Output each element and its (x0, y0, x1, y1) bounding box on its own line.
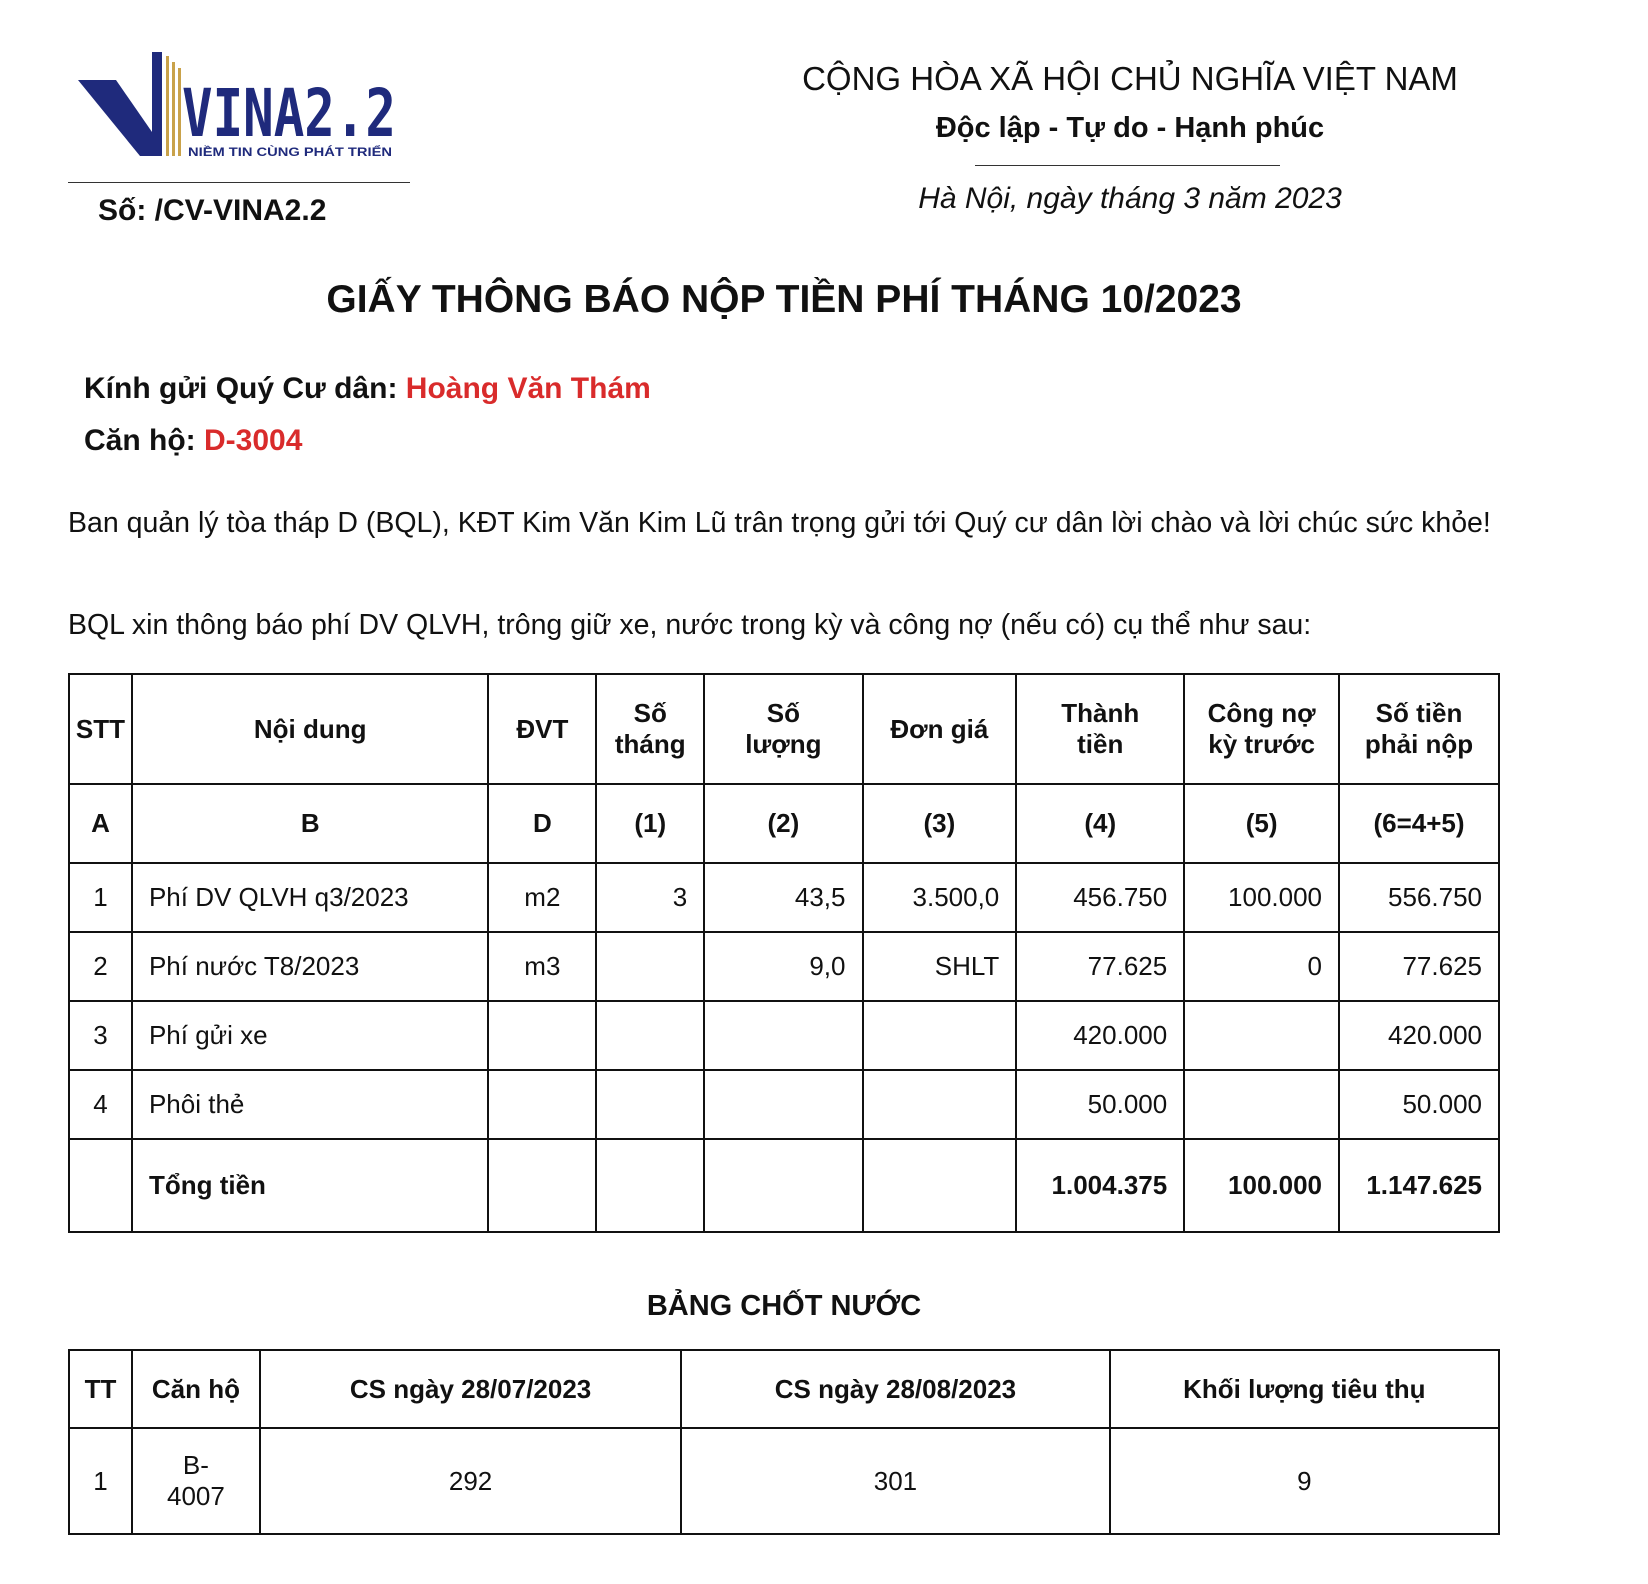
notice-paragraph: BQL xin thông báo phí DV QLVH, trông giữ xe, nước trong kỳ và công nợ (nếu có) cụ thể như sau: (68, 609, 1312, 641)
cell-unit: m3 (488, 932, 596, 1001)
header-cell: CS ngày 28/08/2023 (681, 1350, 1109, 1428)
logo-divider (68, 182, 410, 183)
cell-apartment: B-4007 (132, 1428, 260, 1534)
nation-heading: CỘNG HÒA XÃ HỘI CHỦ NGHĨA VIỆT NAM (802, 60, 1458, 97)
cell-months (596, 932, 704, 1001)
code-cell: (3) (863, 784, 1017, 863)
fees-row (69, 932, 1499, 1001)
cell-content: Phôi thẻ (132, 1070, 488, 1139)
cell-stt: 1 (69, 863, 132, 932)
total-cell (704, 1139, 862, 1232)
total-payable: 1.147.625 (1339, 1139, 1499, 1232)
water-table (68, 1349, 1500, 1535)
header-cell: Căn hộ (132, 1350, 260, 1428)
cell-consumption: 9 (1110, 1428, 1499, 1534)
apartment-label: Căn hộ: (84, 424, 204, 457)
total-prior-debt: 100.000 (1184, 1139, 1339, 1232)
document-title: GIẤY THÔNG BÁO NỘP TIỀN PHÍ THÁNG 10/2023 (326, 278, 1242, 321)
code-cell: B (132, 784, 488, 863)
cell-payable: 77.625 (1339, 932, 1499, 1001)
code-cell: (4) (1016, 784, 1184, 863)
greeting-label: Kính gửi Quý Cư dân: (84, 372, 406, 405)
cell-unit-price: 3.500,0 (863, 863, 1017, 932)
cell-amount: 420.000 (1016, 1001, 1184, 1070)
fees-row (69, 1001, 1499, 1070)
cell-amount: 50.000 (1016, 1070, 1184, 1139)
header-cell: TT (69, 1350, 132, 1428)
total-cell (863, 1139, 1017, 1232)
water-row (69, 1428, 1499, 1534)
cell-unit (488, 1001, 596, 1070)
logo-slogan: NIỀM TIN CÙNG PHÁT TRIỂN (188, 145, 355, 159)
water-header-row (69, 1350, 1499, 1428)
place-date: Hà Nội, ngày tháng 3 năm 2023 (918, 182, 1342, 215)
cell-reading-start: 292 (260, 1428, 681, 1534)
cell-unit (488, 1070, 596, 1139)
code-cell: (1) (596, 784, 704, 863)
cell-stt: 3 (69, 1001, 132, 1070)
cell-unit: m2 (488, 863, 596, 932)
header-cell: STT (69, 674, 132, 784)
cell-quantity: 9,0 (704, 932, 862, 1001)
cell-stt: 2 (69, 932, 132, 1001)
logo-brand: VINA2.2 (182, 75, 396, 152)
apartment-line (84, 424, 302, 458)
cell-content: Phí nước T8/2023 (132, 932, 488, 1001)
cell-stt: 4 (69, 1070, 132, 1139)
header-cell: ĐVT (488, 674, 596, 784)
code-cell: (5) (1184, 784, 1339, 863)
header-cell: Đơn giá (863, 674, 1017, 784)
cell-amount: 456.750 (1016, 863, 1184, 932)
fees-header-row (69, 674, 1499, 784)
header-cell: Khối lượng tiêu thụ (1110, 1350, 1499, 1428)
code-cell: (6=4+5) (1339, 784, 1499, 863)
fees-code-row (69, 784, 1499, 863)
cell-payable: 556.750 (1339, 863, 1499, 932)
cell-quantity: 43,5 (704, 863, 862, 932)
nation-motto: Độc lập - Tự do - Hạnh phúc (935, 112, 1325, 144)
total-cell (488, 1139, 596, 1232)
intro-paragraph: Ban quản lý tòa tháp D (BQL), KĐT Kim Văn Kim Lũ trân trọng gửi tới Quý cư dân lời chào và lời chúc sức khỏe! (68, 507, 1491, 539)
header-cell: CS ngày 28/07/2023 (260, 1350, 681, 1428)
cell-payable: 420.000 (1339, 1001, 1499, 1070)
total-cell (596, 1139, 704, 1232)
cell-prior-debt (1184, 1070, 1339, 1139)
code-cell: (2) (704, 784, 862, 863)
cell-unit-price (863, 1001, 1017, 1070)
header-cell: Số tiền phải nộp (1339, 674, 1499, 784)
fees-row (69, 863, 1499, 932)
cell-tt: 1 (69, 1428, 132, 1534)
cell-quantity (704, 1070, 862, 1139)
cell-prior-debt: 100.000 (1184, 863, 1339, 932)
total-label: Tổng tiền (132, 1139, 488, 1232)
cell-payable: 50.000 (1339, 1070, 1499, 1139)
header-cell: Số tháng (596, 674, 704, 784)
fees-total-row (69, 1139, 1499, 1232)
resident-name: Hoàng Văn Thám (405, 372, 651, 405)
cell-unit-price: SHLT (863, 932, 1017, 1001)
code-cell: D (488, 784, 596, 863)
fees-table (68, 673, 1500, 1233)
cell-months (596, 1001, 704, 1070)
water-table-title: BẢNG CHỐT NƯỚC (646, 1290, 922, 1322)
header-cell: Nội dung (132, 674, 488, 784)
total-cell (69, 1139, 132, 1232)
header-cell: Thành tiền (1016, 674, 1184, 784)
cell-prior-debt: 0 (1184, 932, 1339, 1001)
apartment-code: D-3004 (204, 424, 303, 457)
header-cell: Công nợ kỳ trước (1184, 674, 1339, 784)
company-logo (78, 52, 408, 162)
cell-prior-debt (1184, 1001, 1339, 1070)
header-cell: Số lượng (704, 674, 862, 784)
cell-content: Phí DV QLVH q3/2023 (132, 863, 488, 932)
recipient-line (84, 372, 651, 406)
cell-unit-price (863, 1070, 1017, 1139)
fees-row (69, 1070, 1499, 1139)
total-amount: 1.004.375 (1016, 1139, 1184, 1232)
cell-reading-end: 301 (681, 1428, 1109, 1534)
code-cell: A (69, 784, 132, 863)
cell-quantity (704, 1001, 862, 1070)
cell-content: Phí gửi xe (132, 1001, 488, 1070)
cell-months: 3 (596, 863, 704, 932)
motto-divider (975, 165, 1280, 166)
logo-mark (78, 52, 408, 162)
cell-amount: 77.625 (1016, 932, 1184, 1001)
document-number: Số: /CV-VINA2.2 (98, 194, 327, 227)
cell-months (596, 1070, 704, 1139)
